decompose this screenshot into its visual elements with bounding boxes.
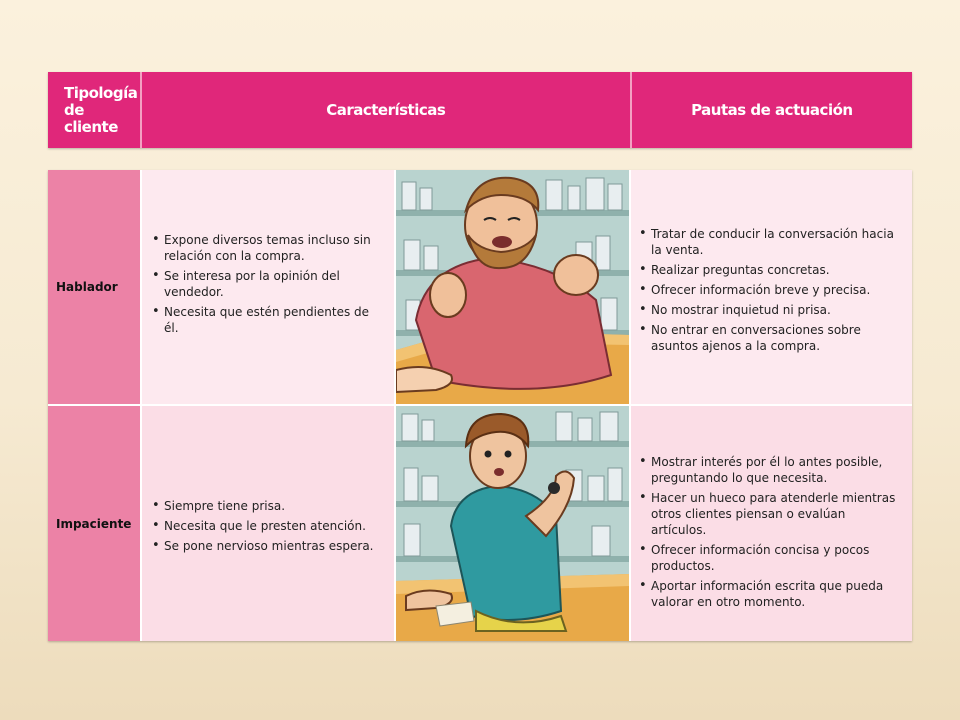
list-item: • Se interesa por la opinión del vendedor. [152,268,382,300]
guidelines-cell [631,406,912,641]
list-item: • Ofrecer información breve y precisa. [639,282,904,298]
table-header [48,72,912,148]
header-characteristics: Características [142,72,632,148]
table-row [48,406,912,641]
list-item: • Necesita que estén pendientes de él. [152,304,382,336]
impatient-customer-illustration [396,406,631,641]
list-item: • Aportar información escrita que pueda valorar en otro momento. [639,578,904,610]
header-guidelines: Pautas de actuación [632,72,912,148]
list-item: • Siempre tiene prisa. [152,498,382,514]
table-row [48,170,912,404]
list-item: • Hacer un hueco para atenderle mientras otros clientes piensan o evalúan artículos. [639,490,904,538]
list-item: • No entrar en conversaciones sobre asuntos ajenos a la compra. [639,322,904,354]
list-item: • Se pone nervioso mientras espera. [152,538,382,554]
list-item: • Ofrecer información concisa y pocos productos. [639,542,904,574]
customer-type-label: Hablador [48,170,142,404]
customer-types-table [48,170,912,641]
characteristics-cell [142,406,396,641]
customer-type-label: Impaciente [48,406,142,641]
header-customer-type: Tipología de cliente [48,72,142,148]
guidelines-cell [631,170,912,404]
talkative-customer-illustration [396,170,631,404]
list-item: • Expone diversos temas incluso sin relación con la compra. [152,232,382,264]
list-item: • Realizar preguntas concretas. [639,262,904,278]
list-item: • No mostrar inquietud ni prisa. [639,302,904,318]
characteristics-cell [142,170,396,404]
list-item: • Necesita que le presten atención. [152,518,382,534]
list-item: • Mostrar interés por él lo antes posible, preguntando lo que necesita. [639,454,904,486]
list-item: • Tratar de conducir la conversación hacia la venta. [639,226,904,258]
